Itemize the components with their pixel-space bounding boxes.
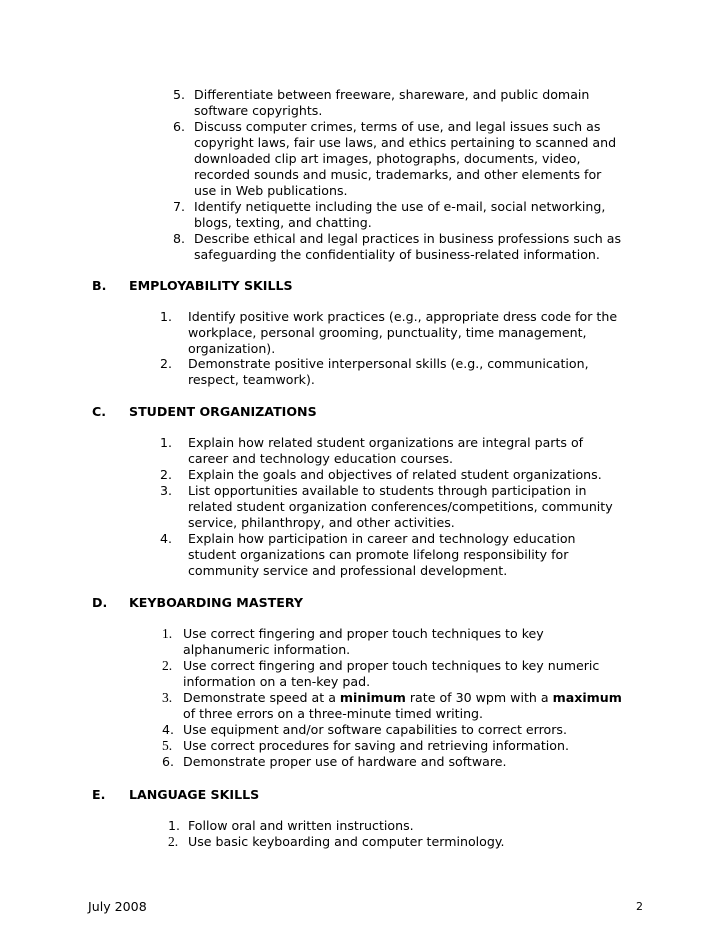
emphasis-maximum: maximum	[552, 690, 622, 705]
page-number: 2	[636, 900, 643, 913]
emphasis-minimum: minimum	[339, 690, 406, 705]
footer-date: July 2008	[88, 899, 147, 914]
